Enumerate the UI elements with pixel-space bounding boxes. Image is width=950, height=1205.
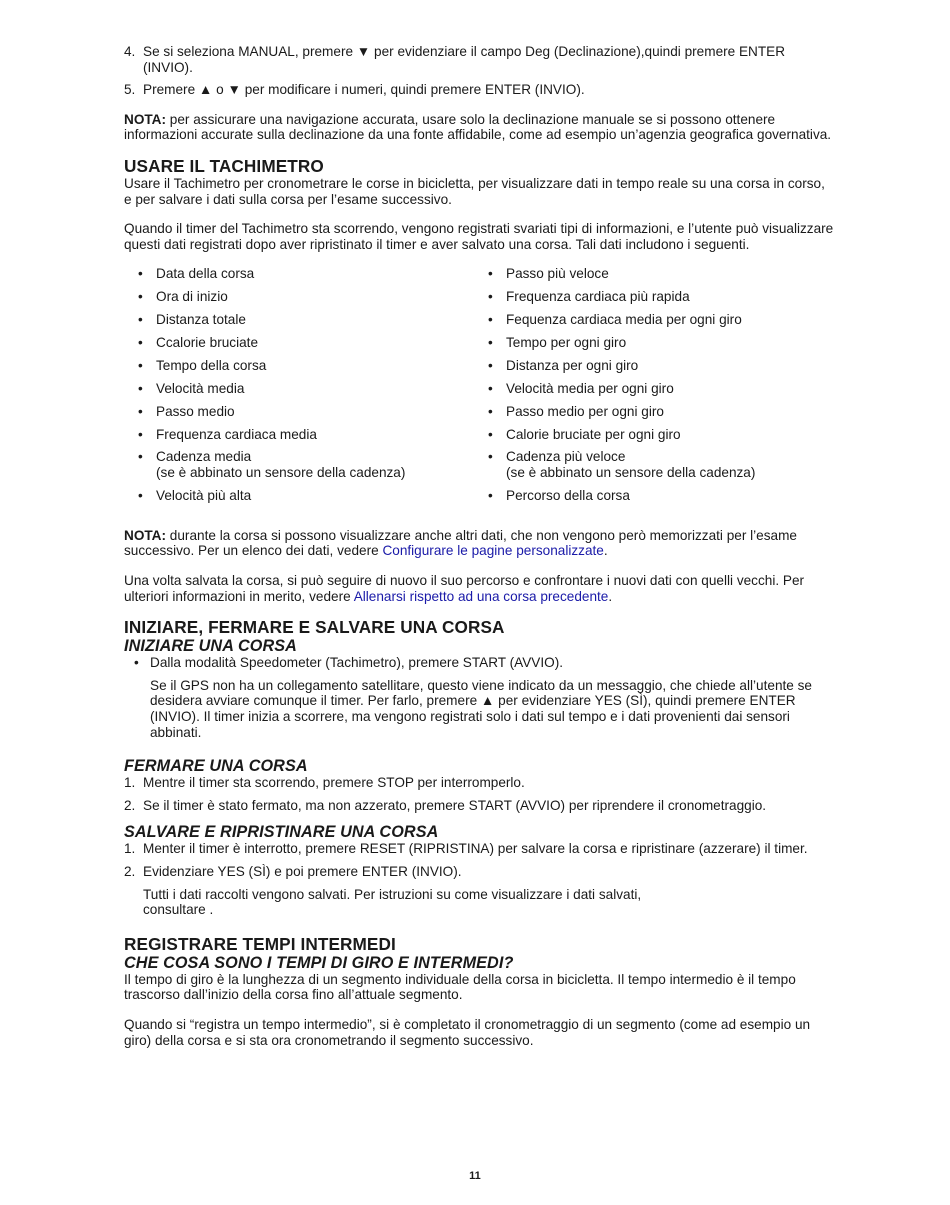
tachimetro-intro: Usare il Tachimetro per cronometrare le corse in bicicletta, per visualizzare dati in tempo reale su una corsa in corso, e per salvare i dati sulla corsa per l’esame successivo. — [124, 175, 825, 207]
step-item — [124, 82, 834, 98]
list-item: • Distanza totale — [124, 312, 474, 328]
note-label: NOTA: — [124, 527, 167, 543]
tachimetro-data-intro: Quando il timer del Tachimetro sta scorrendo, vengono registrati svariati tipi di informazioni, e l’utente può visualizzare questi dati registrati dopo aver ripristinato il timer e aver salvato una corsa. Tali dati includono i seguenti. — [124, 221, 834, 252]
list-item: • Passo medio — [124, 404, 474, 420]
step-number: 1. — [124, 841, 136, 857]
section-heading-tempi: REGISTRARE TEMPI INTERMEDI — [124, 933, 396, 954]
subheading-tempi: CHE COSA SONO I TEMPI DI GIRO E INTERMEDI? — [124, 953, 514, 972]
intro-steps — [124, 44, 834, 98]
list-item-text: Cadenza più veloce — [506, 449, 626, 465]
saved-ride-end: . — [608, 588, 613, 604]
save-steps — [124, 841, 834, 879]
step-item — [124, 775, 834, 791]
list-item: • Calorie bruciate per ogni giro — [474, 427, 824, 443]
list-item: • Passo più veloce — [474, 266, 824, 282]
list-item: • Fequenza cardiaca media per ogni giro — [474, 312, 824, 328]
list-item-subtext: (se è abbinato un sensore della cadenza) — [506, 465, 756, 481]
tempi-paragraph-2: Quando si “registra un tempo intermedio”, si è completato il cronometraggio di un segmento (come ad esempio un giro) della corsa e si sta ora cronometrando il segmento successivo. — [124, 1016, 811, 1048]
subheading-fermare: FERMARE UNA CORSA — [124, 757, 308, 776]
step-text: Se si seleziona MANUAL, premere ▼ per evidenziare il campo Deg (Declinazione),quindi premere ENTER (INVIO). — [143, 44, 786, 75]
note-end: . — [603, 543, 608, 559]
step-item — [124, 798, 834, 814]
recorded-data-list — [124, 266, 834, 511]
saved-ride-paragraph — [124, 573, 834, 604]
step-number: 5. — [124, 82, 136, 98]
step-number: 4. — [124, 44, 136, 59]
manual-page — [124, 44, 834, 1048]
tempi-paragraph-1: Il tempo di giro è la lunghezza di un segmento individuale della corsa in bicicletta. Il tempo intermedio è il tempo trascorso dall’inizio della corsa fino all’attuale segmento. — [124, 971, 796, 1003]
section-heading-corsa: INIZIARE, FERMARE E SALVARE UNA CORSA — [124, 617, 505, 638]
step-text: Mentre il timer sta scorrendo, premere STOP per interromperlo. — [143, 775, 525, 791]
step-number: 1. — [124, 775, 136, 791]
list-item-text: Cadenza media — [156, 449, 252, 465]
recorded-data-column-right — [474, 266, 824, 511]
list-item: • Tempo della corsa — [124, 358, 474, 374]
step-text: Se il timer è stato fermato, ma non azzerato, premere START (AVVIO) per riprendere il cronometraggio. — [143, 797, 767, 813]
start-bullet: • Dalla modalità Speedometer (Tachimetro), premere START (AVVIO). — [124, 655, 834, 671]
note-paragraph — [124, 112, 834, 143]
note-text: per assicurare una navigazione accurata, usare solo la declinazione manuale se si possono ottenere informazioni accurate sulla declinazione da una fonte affidabile, come ad esempio un’agenzia geografica governativa. — [124, 111, 832, 143]
step-item — [124, 864, 834, 880]
list-item: • Frequenza cardiaca media — [124, 427, 474, 443]
subheading-salvare: SALVARE E RIPRISTINARE UNA CORSA — [124, 823, 439, 842]
list-item-subtext: (se è abbinato un sensore della cadenza) — [156, 465, 406, 481]
list-item: • Passo medio per ogni giro — [474, 404, 824, 420]
list-item: • Data della corsa — [124, 266, 474, 282]
start-paragraph: Se il GPS non ha un collegamento satellitare, questo viene indicato da un messaggio, che chiede all’utente se desidera avviare comunque il timer. Per farlo, premere ▲ per evidenziare YES (SÌ), quindi premere ENTER (INVIO). Il timer inizia a scorrere, ma vengono registrati solo i dati sul tempo e i dati provenienti dai sensori abbinati. — [150, 677, 812, 740]
list-item: • Tempo per ogni giro — [474, 335, 824, 351]
link-custom-pages[interactable]: Configurare le pagine personalizzate — [382, 543, 604, 559]
list-item: • Velocità più alta — [124, 488, 474, 504]
list-item: • Ora di inizio — [124, 289, 474, 305]
step-item — [124, 44, 834, 75]
list-item: • Distanza per ogni giro — [474, 358, 824, 374]
step-text: Menter il timer è interrotto, premere RESET (RIPRISTINA) per salvare la corsa e ripristinare (azzerare) il timer. — [143, 841, 808, 857]
list-item: • Velocità media — [124, 381, 474, 397]
note-label: NOTA: — [124, 111, 167, 127]
step-text: Premere ▲ o ▼ per modificare i numeri, quindi premere ENTER (INVIO). — [143, 82, 585, 98]
list-item: • Percorso della corsa — [474, 488, 824, 504]
step-number: 2. — [124, 797, 136, 813]
subheading-iniziare: INIZIARE UNA CORSA — [124, 637, 297, 656]
note-text: durante la corsa si possono visualizzare anche altri dati, che non vengono però memorizzati per l’esame successivo. Per un elenco dei dati, vedere — [124, 527, 797, 559]
note-paragraph-2 — [124, 528, 834, 559]
section-heading-tachimetro: USARE IL TACHIMETRO — [124, 155, 324, 176]
save-paragraph: Tutti i dati raccolti vengono salvati. Per istruzioni su come visualizzare i dati salvati, consultare . — [143, 886, 642, 918]
list-item: • Velocità media per ogni giro — [474, 381, 824, 397]
page-number: 11 — [469, 1170, 481, 1182]
list-item: • Ccalorie bruciate — [124, 335, 474, 351]
stop-steps — [124, 775, 834, 813]
list-item: • Frequenza cardiaca più rapida — [474, 289, 824, 305]
step-item — [124, 841, 834, 857]
step-number: 2. — [124, 863, 136, 879]
list-item — [124, 449, 474, 480]
saved-ride-text: Una volta salvata la corsa, si può seguire di nuovo il suo percorso e confrontare i nuovi dati con quelli vecchi. Per ulteriori informazioni in merito, vedere — [124, 573, 805, 604]
list-item — [474, 449, 824, 480]
step-text: Evidenziare YES (SÌ) e poi premere ENTER (INVIO). — [143, 863, 462, 879]
recorded-data-column-left — [124, 266, 474, 511]
link-train-against-ride[interactable]: Allenarsi rispetto ad una corsa precedente — [353, 588, 609, 604]
